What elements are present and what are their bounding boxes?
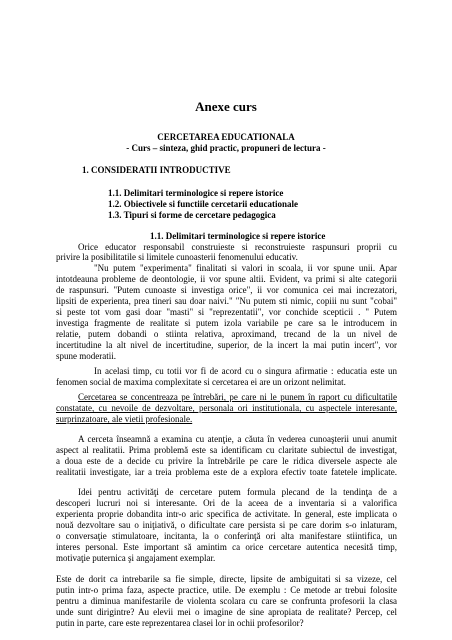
paragraph-line: Cercetarea se concentreaza pe întrebări, pe care ni le punem în raport cu dificultatile — [78, 392, 397, 402]
paragraph-line: motivaţie puternica şi angajament exemplar. — [56, 553, 216, 563]
paragraph-line: unde sunt dirigintre? Au elevii mei o imagine de sine apropiata de realitate? Percep, cel — [56, 607, 397, 617]
paragraph-line: experienta proprie dobandita intr-o aric specifica de activitate. In general, este implicata o — [56, 509, 397, 519]
paragraph-line: putin intr-o prima faza, aspecte practice, utile. De exemplu : Ce metode ar trebui folosite — [56, 585, 397, 595]
paragraph-line: lipsiti de experienta, prea tineri sau doar naivi." "Nu putem sti nimic, copiii nu sunt "cobai" — [56, 296, 397, 306]
paragraph-line: putin in parte, care este reprezentarea clasei lor in ochii profesorilor? — [56, 618, 304, 628]
paragraph-line: investiga fragmente de realitate si putem izola variabile pe care sa le introducem in — [56, 318, 397, 328]
paragraph-line: surprinzatoare, ale vietii profesionale. — [56, 414, 193, 424]
paragraph-line: Este de dorit ca intrebarile sa fie simple, directe, lipsite de ambiguitati si sa vizeze, cel — [56, 574, 397, 584]
paragraph-line: fenomen social de maxima complexitate si cercetarea ei are un orizont nelimitat. — [56, 377, 346, 387]
paragraph-line: a doua este de a decide cu privire la întrebările pe care le ridica diversele aspecte ale — [56, 456, 397, 466]
paragraph-line: descoperi lucruri noi si interesante. Ori de la aceea de a inventaria si a valorifica — [56, 498, 397, 508]
course-subtitle: CERCETAREA EDUCATIONALA — [157, 132, 295, 142]
toc-item: 1.3. Tipuri si forme de cercetare pedagogica — [108, 210, 276, 220]
paragraph-line: incertitudine la alt nivel de incertitudine, superior, de la incert la mai putin incert", vor — [56, 340, 397, 350]
toc-item: 1.1. Delimitari terminologice si repere istorice — [108, 188, 284, 198]
paragraph-line: pentru a diminua manifestarile de violenta scolara cu care se confrunta profesorii la clasa — [56, 596, 397, 606]
paragraph-line: spune moderatii. — [56, 351, 116, 361]
paragraph-line: nouă dezvoltare sau o iniţiativă, o dificultate care persista si pe care dorim s-o inlaturam, — [56, 520, 397, 530]
document-title: Anexe curs — [195, 99, 257, 114]
paragraph-line: aspect al realitatii. Prima problemă este sa identificam cu claritate subiectul de investigat, — [56, 445, 397, 455]
paragraph-line: o conversaţie stimulatoare, incitanta, la o conferinţă ori alta manifestare stiintifica, un — [56, 531, 397, 541]
paragraph-line: A cerceta înseamnă a examina cu atenţie, a căuta în vederea cunoaşterii unui anumit — [78, 434, 397, 444]
toc-item: 1.2. Obiectivele si functiile cercetarii educationale — [108, 199, 299, 209]
paragraph-line: si peste tot vom gasi doar "masti" si "reprezentatii", vor conchide scepticii . " Putem — [56, 307, 397, 317]
course-description: - Curs – sinteza, ghid practic, propuneri de lectura - — [126, 143, 326, 153]
paragraph-line: Idei pentru activităţi de cercetare putem formula plecand de la tendinţa de a — [78, 487, 397, 497]
paragraph-line: realitatii investigate, iar a treia problema este de a explora efectiv toate fatetele implicate. — [56, 467, 397, 477]
paragraph-line: privire la posibilitatile si limitele cunoasterii fenomenului educativ. — [56, 252, 298, 262]
section-heading: 1. CONSIDERATII INTRODUCTIVE — [82, 165, 231, 175]
paragraph-line: constatate, cu nevoile de dezvoltare, personala ori institutionala, cu aspectele interesante, — [56, 403, 397, 413]
paragraph-line: relatie, putem dobandi o stiinta relativa, aproximand, trecand de la un nivel de — [56, 329, 397, 339]
subsection-heading: 1.1. Delimitari terminologice si repere istorice — [150, 231, 326, 241]
paragraph-line: interes personal. Este important să amintim ca orice cercetare autentica necesită timp, — [56, 542, 397, 552]
paragraph-line: "Nu putem "experimenta" finalitati si valori in scoala, ii vor spune unii. Apar — [94, 263, 397, 273]
paragraph-line: In acelasi timp, cu totii vor fi de acord cu o singura afirmatie : educatia este un — [94, 366, 397, 376]
paragraph-line: de raspunsuri. "Putem cunoaste si investiga orice", ii vor comunica cei mai increzatori, — [56, 285, 397, 295]
paragraph-line: intotdeauna probleme de deontologie, ii vor spune altii. Evident, va primi si alte categorii — [56, 274, 397, 284]
paragraph-line: Orice educator responsabil construieste si reconstruieste raspunsuri proprii cu — [78, 242, 397, 252]
